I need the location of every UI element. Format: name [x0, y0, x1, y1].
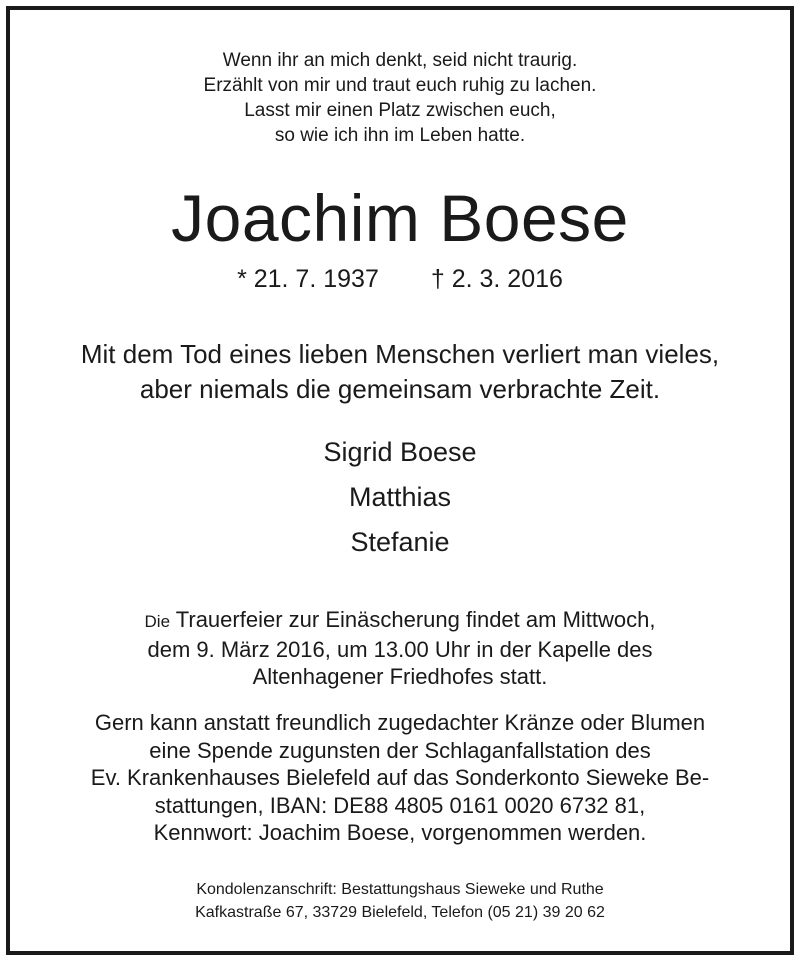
service-line: Altenhagener Friedhofes statt. [252, 664, 548, 689]
family-members [10, 430, 790, 565]
birth-date: * 21. 7. 1937 [237, 265, 379, 293]
funeral-service-info [10, 606, 790, 691]
donation-line: eine Spende zugunsten der Schlaganfallstation des [149, 737, 651, 763]
service-lead-word: Die [144, 612, 171, 631]
donation-line: Kennwort: Joachim Boese, vorgenommen werden. [153, 820, 647, 845]
service-line-rest: Trauerfeier zur Einäscherung findet am Mittwoch, [175, 607, 656, 632]
poem [10, 48, 790, 148]
poem-line: Lasst mir einen Platz zwischen euch, [244, 100, 556, 121]
condolence-address [10, 878, 790, 924]
death-date: † 2. 3. 2016 [430, 265, 563, 293]
life-dates [10, 262, 790, 296]
poem-line: so wie ich ihn im Leben hatte. [274, 125, 526, 146]
deceased-name: Joachim Boese [171, 181, 629, 255]
donation-line: Gern kann anstatt freundlich zugedachter Kränze oder Blumen [94, 710, 706, 735]
memorial-quote [10, 337, 790, 407]
contact-line: Kafkastraße 67, 33729 Bielefeld, Telefon (05 21) 39 20 62 [195, 904, 605, 921]
quote-line: aber niemals die gemeinsam verbrachte Zeit. [139, 374, 661, 404]
donation-line: stattungen, IBAN: DE88 4805 0161 0020 6732 81, [154, 792, 646, 818]
family-member: Matthias [348, 482, 452, 512]
quote-line: Mit dem Tod eines lieben Menschen verliert man vieles, [80, 339, 720, 369]
family-member: Sigrid Boese [323, 437, 477, 467]
poem-line: Erzählt von mir und traut euch ruhig zu lachen. [203, 75, 597, 96]
contact-line: Kondolenzanschrift: Bestattungshaus Sieweke und Ruthe [196, 881, 604, 898]
donation-info [10, 709, 790, 847]
service-line [10, 606, 790, 636]
obituary-notice [6, 6, 794, 955]
donation-line: Ev. Krankenhauses Bielefeld auf das Sonderkonto Sieweke Be- [90, 765, 710, 790]
family-member: Stefanie [350, 527, 450, 557]
poem-line: Wenn ihr an mich denkt, seid nicht traurig. [222, 50, 578, 71]
service-line: dem 9. März 2016, um 13.00 Uhr in der Kapelle des [147, 636, 653, 662]
